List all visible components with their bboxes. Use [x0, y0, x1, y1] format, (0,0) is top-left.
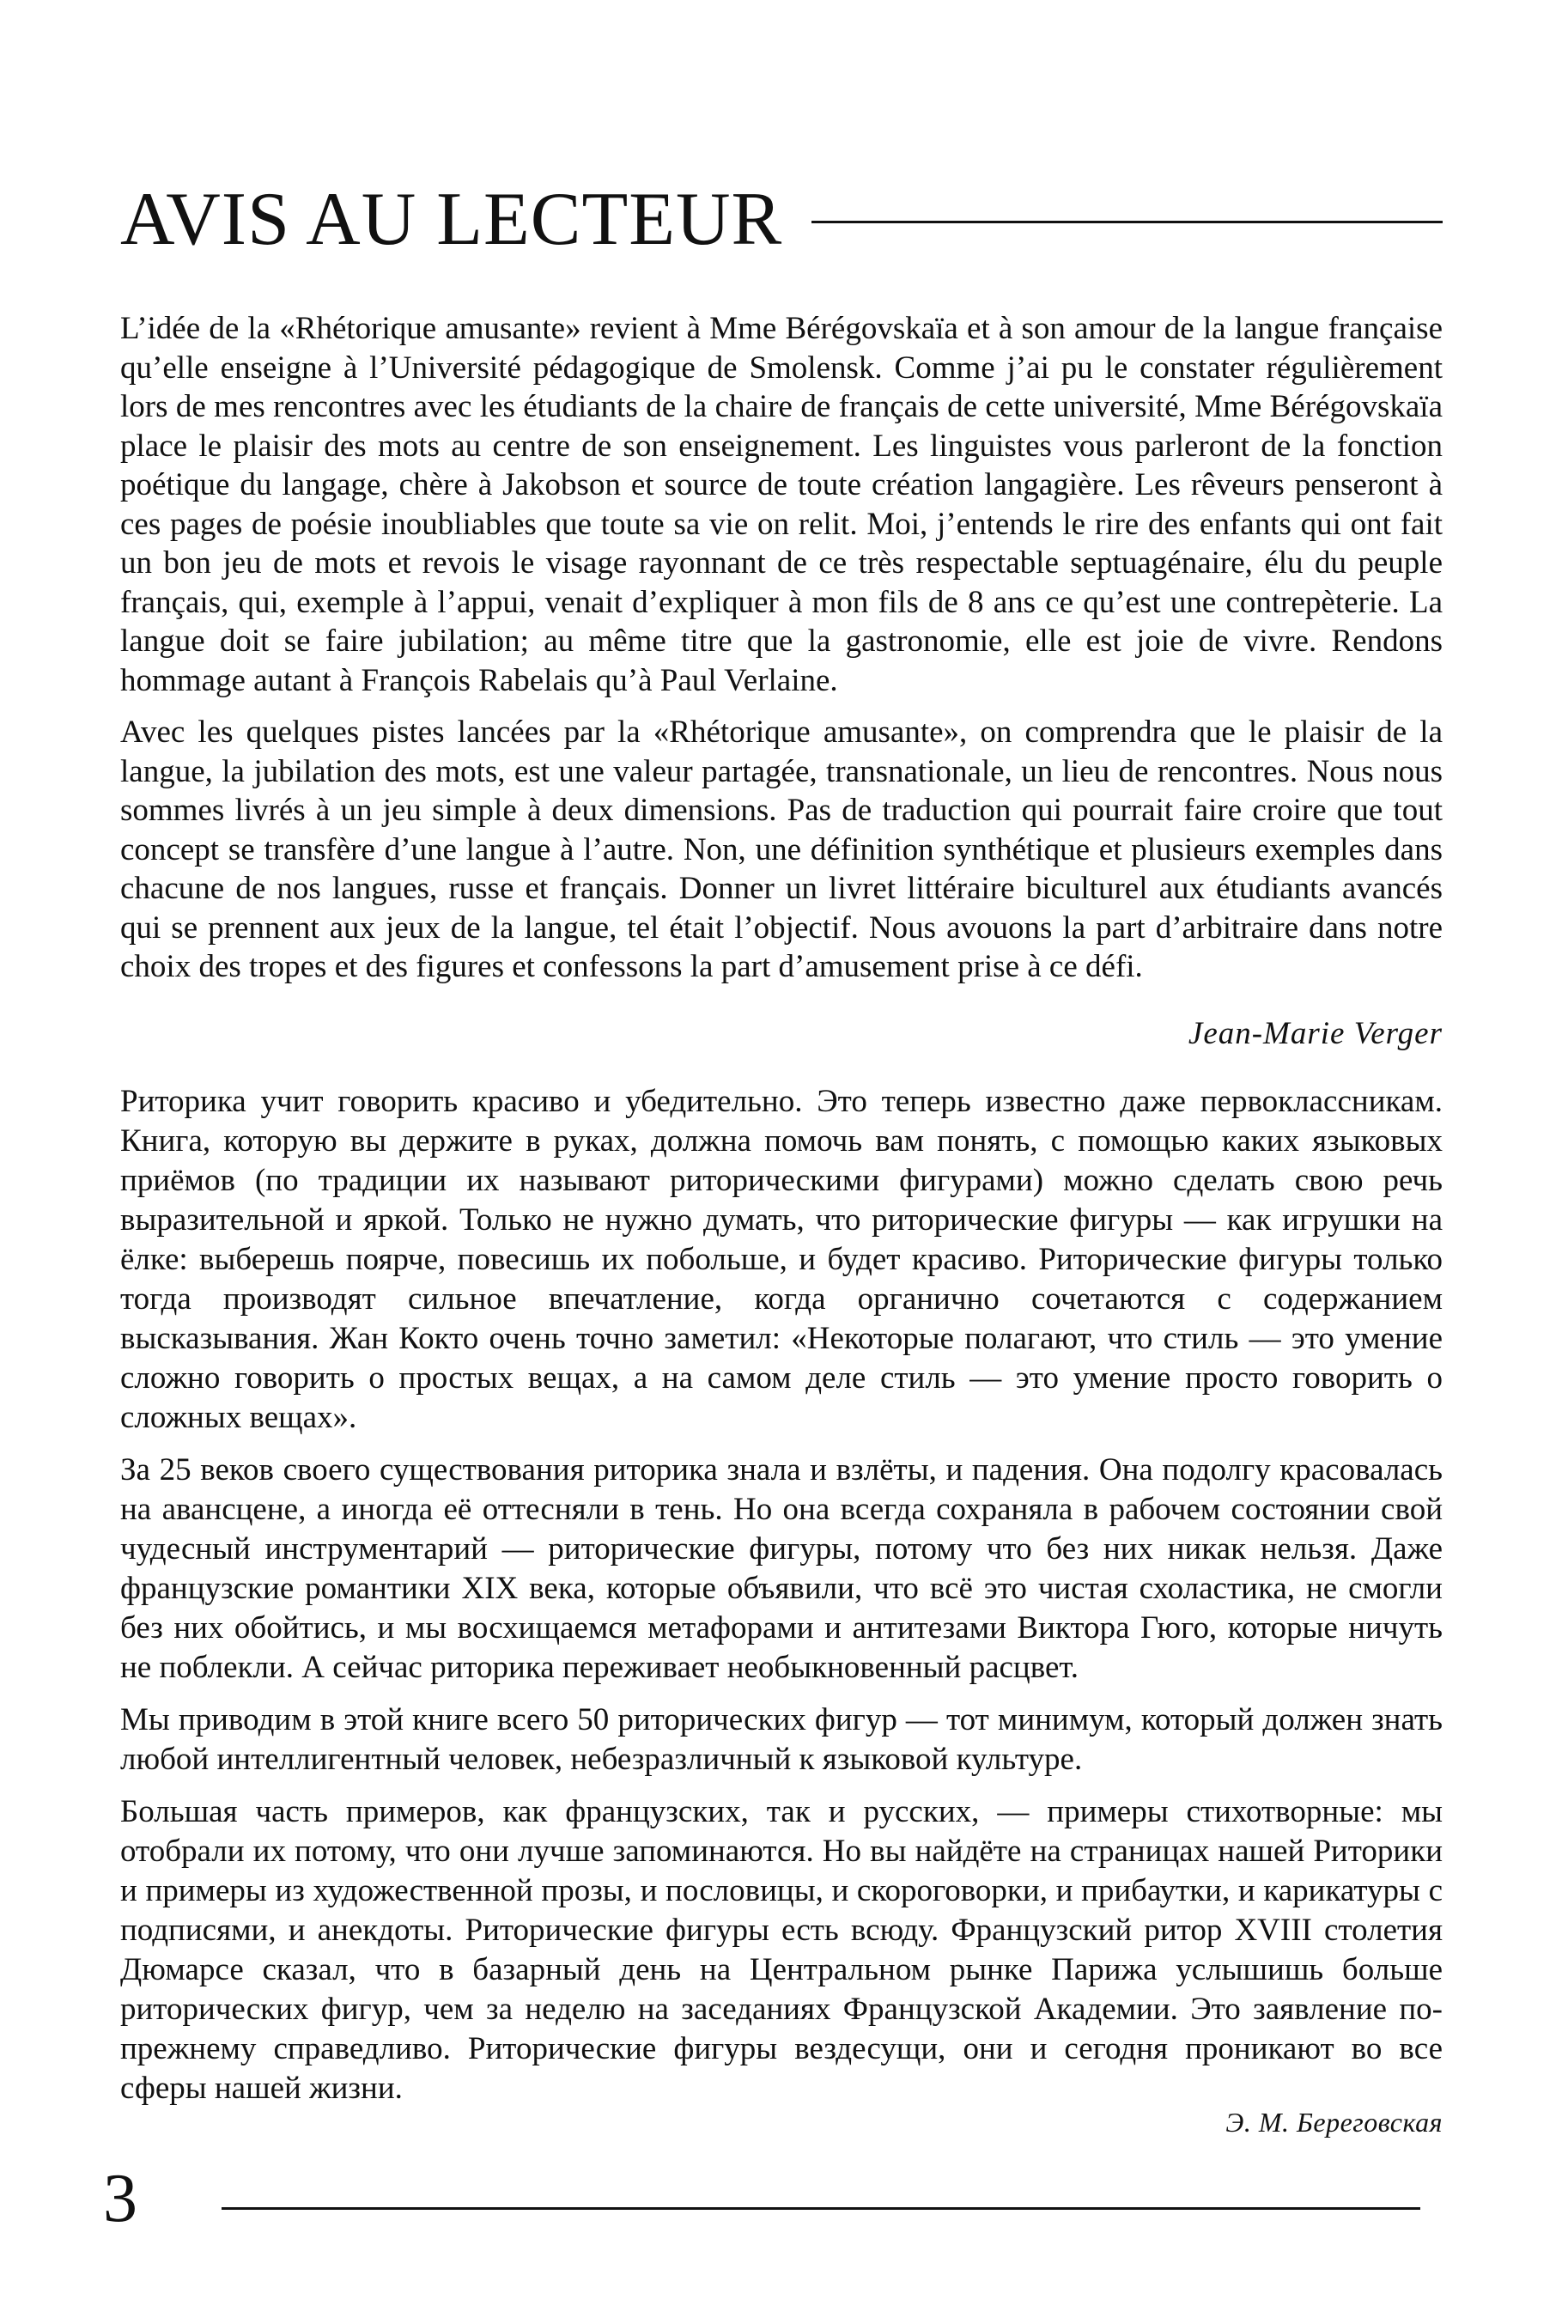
russian-section: [120, 1082, 1443, 2121]
french-paragraph-2: Avec les quelques pistes lancées par la «Rhétorique amusante», on comprendra que le plaisir de la langue, la jubilation des mots, est une valeur partagée, transnationale, un lieu de rencontres. Nous nous sommes livrés à un jeu simple à deux dimensions. Pas de traduction qui pourrait faire croire que tout concept se transfère d’une langue à l’autre. Non, une définition synthétique et plusieurs exemples dans chacune de nos langues, russe et français. Donner un livret littéraire biculturel aux étudiants avancés qui se prennent aux jeux de la langue, tel était l’objectif. Nous avouons la part d’arbitraire dans notre choix des tropes et des figures et confessons la part d’amusement prise à ce défi.: [120, 715, 1443, 984]
french-paragraph-1: L’idée de la «Rhétorique amusante» revient à Mme Bérégovskaïa et à son amour de la langue française qu’elle enseigne à l’Université pédagogique de Smolensk. Comme j’ai pu le constater régulièrement lors de mes rencontres avec les étudiants de la chaire de français de cette université, Mme Bérégovskaïa place le plaisir des mots au centre de son enseignement. Les linguistes vous parleront de la fonction poétique du langage, chère à Jakobson et source de toute création langagière. Les rêveurs penseront à ces pages de poésie inoubliables que toute sa vie on relit. Moi, j’entends le rire des enfants qui ont fait un bon jeu de mots et revois le visage rayonnant de ce très respectable septuagénaire, élu du peuple français, qui, exemple à l’appui, venait d’expliquer à mon fils de 8 ans ce qu’est une contrepèterie. La langue doit se faire jubilation; au même titre que la gastronomie, elle est joie de vivre. Rendons hommage autant à François Rabelais qu’à Paul Verlaine.: [120, 311, 1443, 698]
title-rule: [811, 221, 1443, 223]
page-number: 3: [103, 2161, 137, 2236]
russian-paragraph-1: Риторика учит говорить красиво и убедительно. Это теперь известно даже первоклассникам. Книга, которую вы держите в руках, должна помочь вам понять, с помощью каких языковых приёмов (по традиции их называют риторическими фигурами) можно сделать свою речь выразительной и яркой. Только не нужно думать, что риторические фигуры — как игрушки на ёлке: выберешь поярче, повесишь их побольше, и будет красиво. Риторические фигуры только тогда производят сильное впечатление, когда органично сочетаются с содержанием высказывания. Жан Кокто очень точно заметил: «Некоторые полагают, что стиль — это умение сложно говорить о простых вещах, а на самом деле стиль — это умение просто говорить о сложных вещах».: [120, 1084, 1443, 1435]
russian-paragraph-3: Мы приводим в этой книге всего 50 риторических фигур — тот минимум, который должен знать любой интеллигентный человек, небезразличный к языковой культуре.: [120, 1702, 1443, 1777]
french-signature: Jean-Marie Verger: [1188, 1016, 1443, 1051]
russian-signature: Э. М. Береговская: [1225, 2107, 1443, 2138]
header: [120, 163, 1443, 261]
french-section: [120, 309, 1443, 1000]
russian-paragraph-2: За 25 веков своего существования риторика знала и взлёты, и падения. Она подолгу красовалась на авансцене, а иногда её оттесняли в тень. Но она всегда сохраняла в рабочем состоянии свой чудесный инструментарий — риторические фигуры, потому что без них никак нельзя. Даже французские романтики XIX века, которые объявили, что всё это чистая схоластика, не смогли без них обойтись, и мы восхищаемся метафорами и антитезами Виктора Гюго, которые ничуть не поблекли. А сейчас риторика переживает необыкновенный расцвет.: [120, 1452, 1443, 1685]
page-title: AVIS AU LECTEUR: [120, 178, 783, 261]
russian-paragraph-4: Большая часть примеров, как французских, так и русских, — примеры стихотворные: мы отобрали их потому, что они лучше запоминаются. Но вы найдёте на страницах нашей Риторики и примеры из художественной прозы, и пословицы, и скороговорки, и прибаутки, и карикатуры с подписями, и анекдоты. Риторические фигуры есть всюду. Французский ритор XVIII столетия Дюмарсе сказал, что в базарный день на Центральном рынке Парижа услышишь больше риторических фигур, чем за неделю на заседаниях Французской Академии. Это заявление по-прежнему справедливо. Риторические фигуры вездесущи, они и сегодня проникают во все сферы нашей жизни.: [120, 1794, 1443, 2106]
footer-rule: [222, 2207, 1420, 2210]
